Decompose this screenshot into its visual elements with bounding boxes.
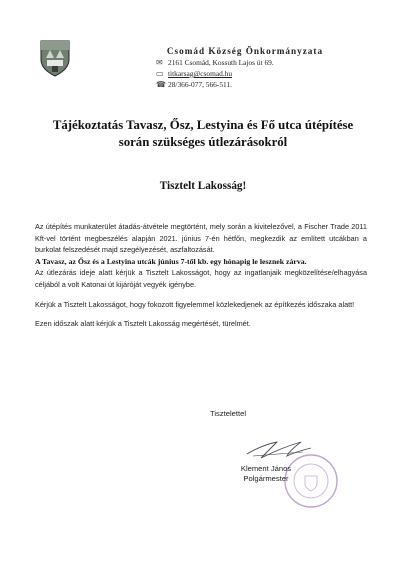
letter-body: [35, 221, 367, 330]
paragraph-4: Kérjük a Tisztelt Lakosságot, hogy fokozott figyelemmel közlekedjenek az építkezés időszaka alatt!: [35, 299, 355, 309]
paragraph-3: Az útlezárás ideje alatt kérjük a Tisztelt Lakosságot, hogy az ingatlanjaik megközelítése/elhagyása céljából a volt Katonai út kijáróját vegyék igénybe.: [35, 268, 367, 289]
paragraph-1: Az útépítés munkaterület átadás-átvétele megtörtént, mely során a kivitelezővel, a Fischer Trade 2011 Kft-vel történt megbeszélés alapján 2021. június 7-én hétfőn, megkezdik az említett utcákban a burkolat felszedését majd szegélyezését, aszfaltozását.: [35, 222, 367, 255]
greeting: Tisztelt Lakosság!: [159, 180, 247, 192]
letterhead: [120, 46, 370, 89]
envelope-icon: ✉: [156, 58, 163, 67]
computer-icon: ▭: [156, 69, 164, 78]
closing: Tisztelettel: [210, 409, 247, 418]
phone-text: 28/366-077, 566-511.: [168, 80, 232, 89]
email-link[interactable]: titkarsag@csomad.hu: [168, 69, 233, 78]
paragraph-5: Ezen időszak alatt kérjük a Tisztelt Lakosság megértését, türelmét.: [35, 319, 251, 329]
document-title: [30, 117, 376, 151]
coat-of-arms-icon: [38, 38, 72, 78]
org-name: Csomád Község Önkormányzata: [166, 46, 324, 56]
address-line: [120, 58, 370, 67]
signer-block: [226, 464, 306, 485]
address-text: 2161 Csomád, Kossuth Lajos út 69.: [168, 58, 274, 67]
phone-icon: ☎: [156, 80, 166, 89]
paragraph-2-bold: A Tavasz, az Ősz és a Lestyina utcák június 7-től kb. egy hónapig le lesznek zárva.: [35, 256, 307, 266]
title-line-1: Tájékoztatás Tavasz, Ősz, Lestyina és Fő utca útépítése: [52, 118, 354, 132]
phone-line: [120, 80, 370, 89]
signer-name: Klement János: [240, 464, 292, 473]
title-line-2: során szükséges útlezárásokról: [118, 135, 288, 149]
signer-role: Polgármester: [243, 474, 289, 484]
email-line: [120, 69, 370, 78]
